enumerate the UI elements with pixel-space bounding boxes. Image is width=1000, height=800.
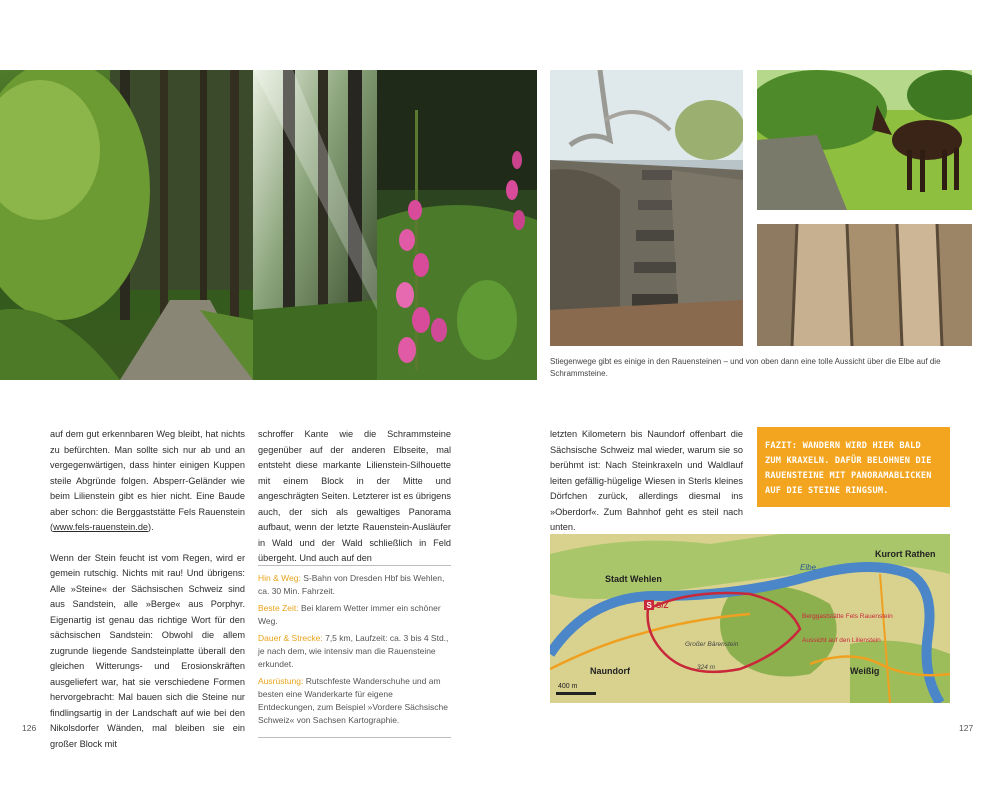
info-label: Dauer & Strecke: <box>258 633 323 643</box>
map-label-sz: S/Z <box>656 601 669 610</box>
info-label: Beste Zeit: <box>258 603 299 613</box>
map-label-weissig: Weißig <box>850 666 880 676</box>
paragraph-text: ). <box>148 522 154 532</box>
foxglove-photo <box>377 70 537 380</box>
sbahn-icon-label: S <box>646 601 652 610</box>
text-column-3 <box>550 427 743 551</box>
info-text: Bei klarem Wetter immer ein schöner Weg. <box>258 603 441 626</box>
page-number-right: 127 <box>959 723 974 733</box>
sandstone-rock-photo <box>757 224 972 346</box>
paragraph-text: auf dem gut erkennbaren Weg bleibt, hat nichts zu befürchten. Man sollte sich nur ab und an vergegenwärtigen, dass hinter einigen Kuppen steile Abgründe folgen. Absperr-Geländer wie beim Lilienstein gibt es hier nicht. Eine Baude aber schon: die Berggaststätte Fels Rauenstein ( <box>50 429 245 532</box>
info-line-best-time <box>258 602 451 628</box>
forest-path-photo <box>0 70 253 380</box>
info-text: 7,5 km, Laufzeit: ca. 3 bis 4 Std., je nach dem, wie intensiv man die Rauensteine erkundet. <box>258 633 449 669</box>
website-link[interactable]: www.fels-rauenstein.de <box>53 522 149 532</box>
paragraph <box>50 427 245 536</box>
map-label-baerenstein: Großer Bärenstein <box>685 641 739 648</box>
map-label-stadt-wehlen: Stadt Wehlen <box>605 574 662 584</box>
fazit-text: FAZIT: WANDERN WIRD HIER BALD ZUM KRAXELN. DAFÜR BELOHNEN DIE RAUENSTEINE MIT PANORAMABLICKEN AUF DIE STEINE RINGSUM. <box>765 441 932 496</box>
info-line-travel <box>258 572 451 598</box>
paragraph: letzten Kilometern bis Naundorf offenbart die Sächsische Schweiz mal wieder, warum sie so berühmt ist: Nach Steinkraxeln und Waldlauf leiten gefällig-hügelige Wiesen in Sterls kleines Dörfchen zurück, allerdings diesmal ins »Oberdorf«. Zum Bahnhof geht es steil nach unten. <box>550 429 743 532</box>
map-label-elbe: Elbe <box>800 563 817 572</box>
page-number-left: 126 <box>22 723 37 733</box>
map-label-aussicht: Aussicht auf den Lilienstein <box>802 637 881 644</box>
fazit-box <box>757 427 950 507</box>
info-label: Ausrüstung: <box>258 676 304 686</box>
info-text: S-Bahn von Dresden Hbf bis Wehlen, ca. 30 Min. Fahrzeit. <box>258 573 445 596</box>
sunbeam-forest-photo <box>253 70 377 380</box>
info-box <box>258 565 451 738</box>
info-text: Rutschfeste Wanderschuhe und am besten eine Wanderkarte für eigene Entdeckungen, zum Beispiel »Vordere Sächsische Schweiz« von Sachsen Kartographie. <box>258 676 448 725</box>
text-column-1 <box>50 427 245 767</box>
map-scale-bar <box>556 692 596 695</box>
map-scale-label: 400 m <box>558 683 578 690</box>
rock-stairs-photo <box>550 70 743 346</box>
text-column-2 <box>258 427 451 582</box>
map-label-gasthaus: Berggaststätte Fels Rauenstein <box>802 613 893 620</box>
horse-photo <box>757 70 972 210</box>
map-label-kurort-rathen: Kurort Rathen <box>875 549 936 559</box>
map-label-height: 324 m <box>697 664 716 671</box>
paragraph: schroffer Kante wie die Schrammsteine gegenüber auf der anderen Elbseite, mal entsteht diese markante Lilienstein-Silhouette mit einem Block in der Mitte und angeschrägten Seiten. Letzterer ist es übrigens auch, der sich als gewaltiges Panorama aufbaut, wenn der letzte Rauenstein-Ausläufer in Wald und der Wald schließlich in Feld übergeht. Und auch auf den <box>258 429 451 563</box>
map-label-naundorf: Naundorf <box>590 666 630 676</box>
paragraph: Wenn der Stein feucht ist vom Regen, wird er gemein rutschig. Nichts mit rau! Und übrigens: Alle »Steine« der Sächsischen Schweiz sind aus Sandstein, alle »Berge« aus Porphyr. Eigenartig ist genau das richtige Wort für den sächsischen Sandstein: Obwohl die allem zugrunde liegende Sandsteinplatte überall den gleichen Witterungs- und Erosionskräften ausgeliefert war, hat sie verschiedene Formen hervorgebracht: Mal bauen sich die Steine nur findlingsartig in der Landschaft auf wie bei den Nikolsdorfer Wänden, mal bleiben sie ein großer Block mit <box>50 552 245 749</box>
info-line-equipment <box>258 675 451 727</box>
info-line-duration <box>258 632 451 671</box>
route-map <box>550 534 950 703</box>
info-label: Hin & Weg: <box>258 573 301 583</box>
photo-caption: Stiegenwege gibt es einige in den Rauensteinen – und von oben dann eine tolle Aussicht über die Elbe auf die Schrammsteine. <box>550 357 941 378</box>
